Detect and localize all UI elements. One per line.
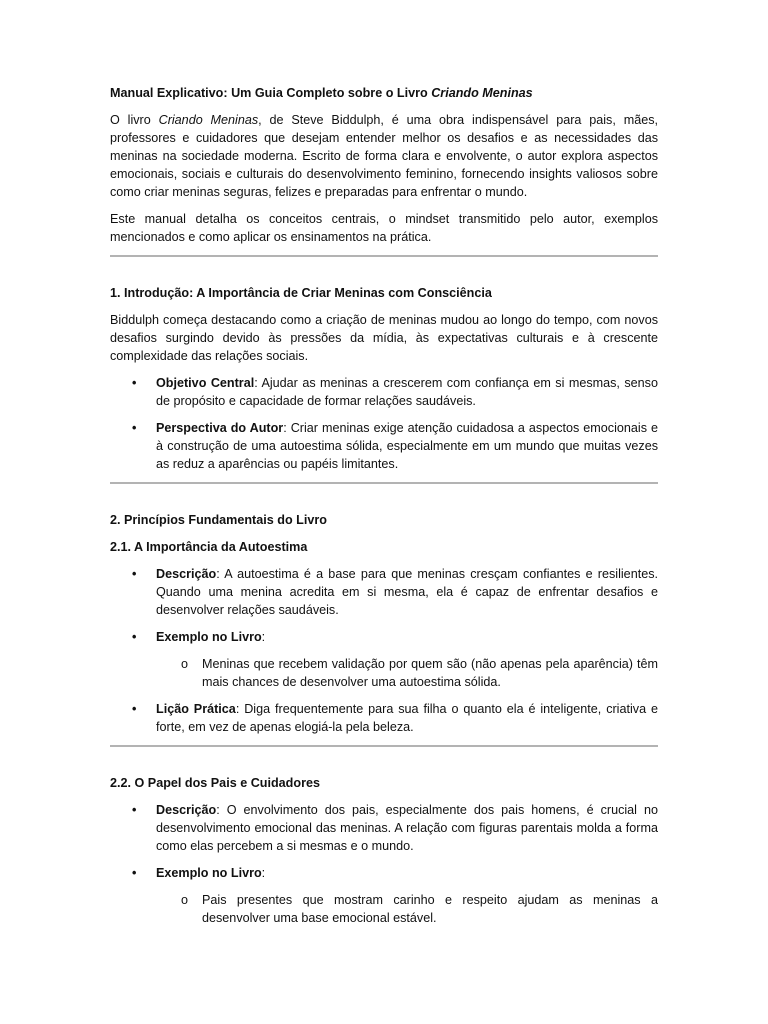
section-1-bullets xyxy=(110,374,658,473)
section-2-heading: 2. Princípios Fundamentais do Livro xyxy=(110,513,327,527)
list-item: • Perspectiva do Autor: Criar meninas exige atenção cuidadosa a aspectos emocionais e à construção de uma autoestima sólida, especialmente em um mundo que muitas vezes as reduz a aparências ou papéis limitantes. xyxy=(110,419,658,473)
list-item: • Descrição: A autoestima é a base para que meninas cresçam confiantes e resilientes. Quando uma menina acredita em si mesma, ela é capaz de enfrentar desafios e desenvolver relações saudáveis. xyxy=(110,565,658,619)
book-title: Criando Meninas xyxy=(431,86,533,100)
list-item: • Objetivo Central: Ajudar as meninas a crescerem com confiança em si mesmas, senso de propósito e capacidade de formar relações saudáveis. xyxy=(110,374,658,410)
section-divider xyxy=(110,745,658,747)
list-item: • Exemplo no Livro: o Pais presentes que mostram carinho e respeito ajudam as meninas a desenvolver uma base emocional estável. xyxy=(110,864,658,927)
section-2-2-bullets xyxy=(110,801,658,927)
section-divider xyxy=(110,482,658,484)
intro-paragraph-1: O livro Criando Meninas, de Steve Biddulph, é uma obra indispensável para pais, mães, professores e cuidadores que desejam entender melhor os desafios e as necessidades das meninas na sociedade moderna. Escrito de forma clara e envolvente, o autor explora aspectos emocionais, sociais e culturais do desenvolvimento feminino, fornecendo insights valiosos sobre como criar meninas seguras, felizes e preparadas para enfrentar o mundo. xyxy=(110,113,658,199)
section-2-1-bullets xyxy=(110,565,658,736)
intro-paragraph-2: Este manual detalha os conceitos centrais, o mindset transmitido pelo autor, exemplos mencionados e como aplicar os ensinamentos na prática. xyxy=(110,212,658,244)
section-2-2-heading: 2.2. O Papel dos Pais e Cuidadores xyxy=(110,776,320,790)
document-title: Manual Explicativo: Um Guia Completo sobre o Livro Criando Meninas xyxy=(110,86,533,100)
list-item: • Lição Prática: Diga frequentemente para sua filha o quanto ela é inteligente, criativa e forte, em vez de apenas elogiá-la pela beleza. xyxy=(110,700,658,736)
sub-list xyxy=(156,891,658,927)
list-item: • Exemplo no Livro: o Meninas que recebem validação por quem são (não apenas pela aparência) têm mais chances de desenvolver uma autoestima sólida. xyxy=(110,628,658,691)
book-title-inline: Criando Meninas xyxy=(158,113,259,127)
document-page xyxy=(110,84,658,936)
sub-list-item: o Meninas que recebem validação por quem são (não apenas pela aparência) têm mais chances de desenvolver uma autoestima sólida. xyxy=(156,655,658,691)
section-divider xyxy=(110,255,658,257)
sub-list-item: o Pais presentes que mostram carinho e respeito ajudam as meninas a desenvolver uma base emocional estável. xyxy=(156,891,658,927)
sub-list xyxy=(156,655,658,691)
section-2-1-heading: 2.1. A Importância da Autoestima xyxy=(110,540,308,554)
section-1-heading: 1. Introdução: A Importância de Criar Meninas com Consciência xyxy=(110,286,492,300)
section-1-paragraph: Biddulph começa destacando como a criação de meninas mudou ao longo do tempo, com novos desafios surgindo devido às pressões da mídia, às expectativas culturais e à crescente complexidade das relações sociais. xyxy=(110,313,658,363)
list-item: • Descrição: O envolvimento dos pais, especialmente dos pais homens, é crucial no desenvolvimento emocional das meninas. A relação com figuras parentais molda a forma como elas percebem a si mesmas e o mundo. xyxy=(110,801,658,855)
